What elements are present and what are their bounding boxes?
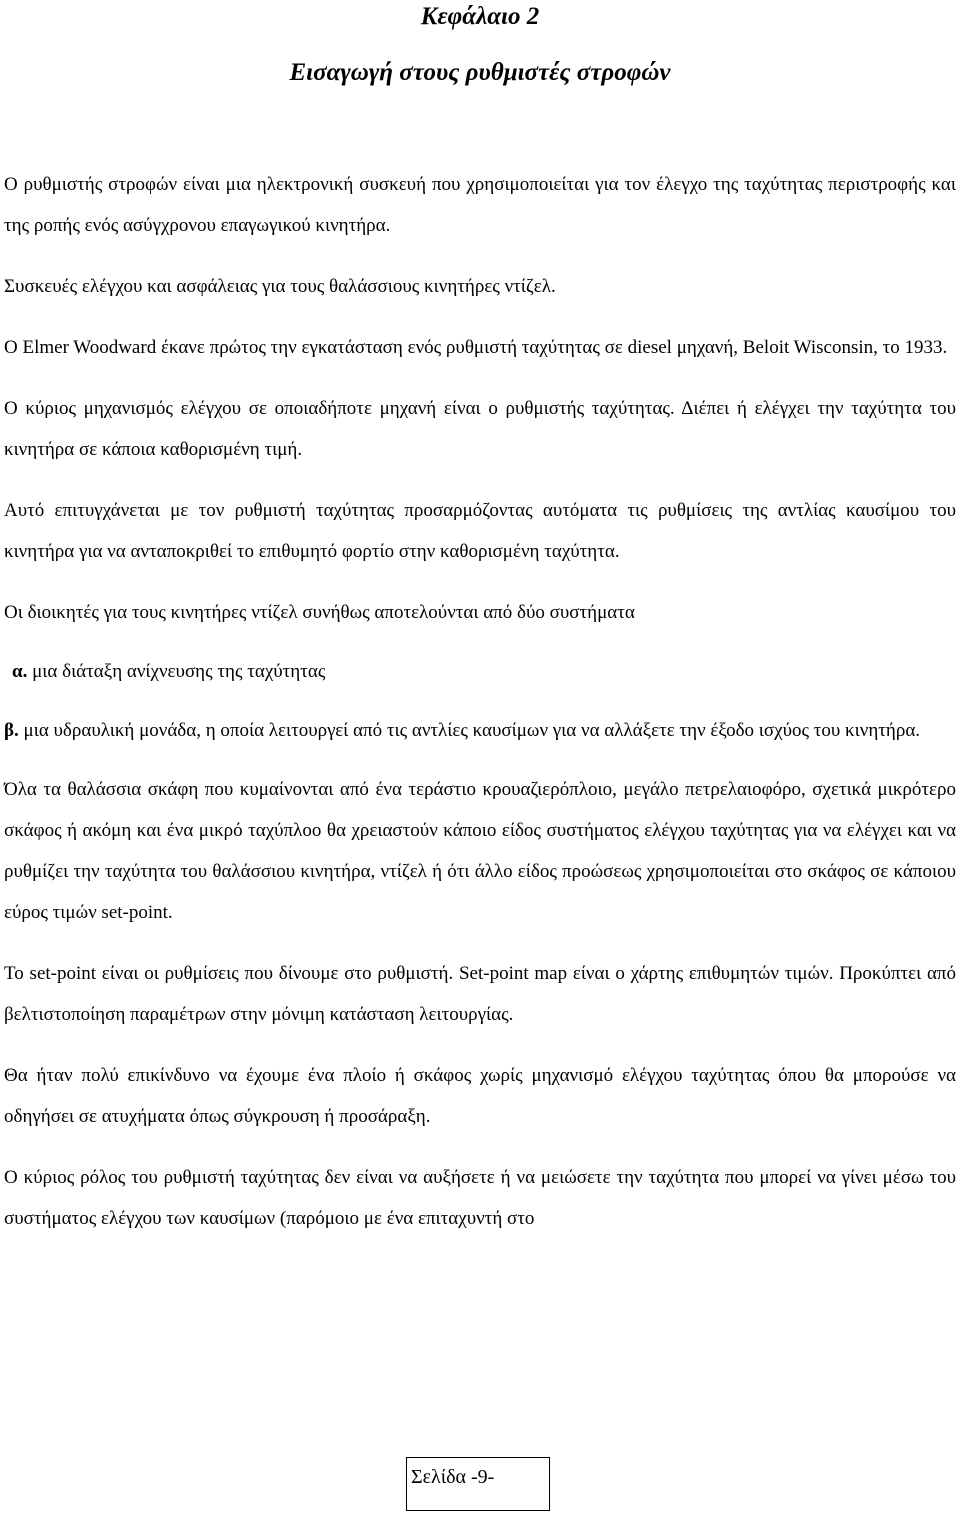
list-item — [4, 651, 956, 692]
list-marker: α. — [12, 661, 28, 682]
paragraph: Όλα τα θαλάσσια σκάφη που κυμαίνονται από ένα τεράστιο κρουαζιερόπλοιο, μεγάλο πετρελαιοφόρο, σχετικά μικρότερο σκάφος ή ακόμη και ένα μικρό ταχύπλοο θα χρειαστούν κάποιο είδος συστήματος ελέγχου ταχύτητας για να ελέγχει και να ρυθμίζει την ταχύτητα του θαλάσσιου κινητήρα, ντίζελ ή ότι άλλο είδος προώσεως χρησιμοποιείται στο σκάφος σε κάποιου εύρος τιμών set-point. — [4, 779, 956, 923]
paragraph: Ο κύριος μηχανισμός ελέγχου σε οποιαδήποτε μηχανή είναι ο ρυθμιστής ταχύτητας. Διέπει ή ελέγχει την ταχύτητα του κινητήρα σε κάποια καθορισμένη τιμή. — [4, 398, 956, 460]
paragraph: Ο κύριος ρόλος του ρυθμιστή ταχύτητας δεν είναι να αυξήσετε ή να μειώσετε την ταχύτητα που μπορεί να γίνει μέσω του συστήματος ελέγχου των καυσίμων (παρόμοιο με ένα επιταχυντή στο — [4, 1167, 956, 1229]
paragraph: Ο ρυθμιστής στροφών είναι μια ηλεκτρονική συσκευή που χρησιμοποιείται για τον έλεγχο της ταχύτητας περιστροφής και της ροπής ενός ασύγχρονου επαγωγικού κινητήρα. — [4, 174, 956, 236]
paragraph: Θα ήταν πολύ επικίνδυνο να έχουμε ένα πλοίο ή σκάφος χωρίς μηχανισμό ελέγχου ταχύτητας όπου θα μπορούσε να οδηγήσει σε ατυχήματα όπως σύγκρουση ή προσάραξη. — [4, 1065, 956, 1127]
list-item-text: μια υδραυλική μονάδα, η οποία λειτουργεί από τις αντλίες καυσίμων για να αλλάξετε την έξοδο ισχύος του κινητήρα. — [23, 720, 921, 741]
body-text — [4, 164, 956, 1259]
paragraph: Αυτό επιτυγχάνεται με τον ρυθμιστή ταχύτητας προσαρμόζοντας αυτόματα τις ρυθμίσεις της αντλίας καυσίμου του κινητήρα για να ανταποκριθεί το επιθυμητό φορτίο στην καθορισμένη ταχύτητα. — [4, 500, 956, 562]
list-item-text: μια διάταξη ανίχνευσης της ταχύτητας — [32, 661, 326, 682]
chapter-heading: Κεφάλαιο 2 — [420, 3, 540, 30]
paragraph: Ο Elmer Woodward έκανε πρώτος την εγκατάσταση ενός ρυθμιστή ταχύτητας σε diesel μηχανή, Beloit Wisconsin, το 1933. — [4, 337, 948, 358]
paragraph: Οι διοικητές για τους κινητήρες ντίζελ συνήθως αποτελούνται από δύο συστήματα — [4, 602, 635, 623]
list-marker: β. — [4, 720, 19, 741]
paragraph: Το set-point είναι οι ρυθμίσεις που δίνουμε στο ρυθμιστή. Set-point map είναι ο χάρτης επιθυμητών τιμών. Προκύπτει από βελτιστοποίηση παραμέτρων στην μόνιμη κατάσταση λειτουργίας. — [4, 963, 956, 1025]
chapter-title: Εισαγωγή στους ρυθμιστές στροφών — [289, 59, 671, 86]
list-item — [4, 710, 956, 751]
paragraph: Συσκευές ελέγχου και ασφάλειας για τους θαλάσσιους κινητήρες ντίζελ. — [4, 276, 556, 297]
page-number: Σελίδα -9- — [406, 1457, 550, 1511]
